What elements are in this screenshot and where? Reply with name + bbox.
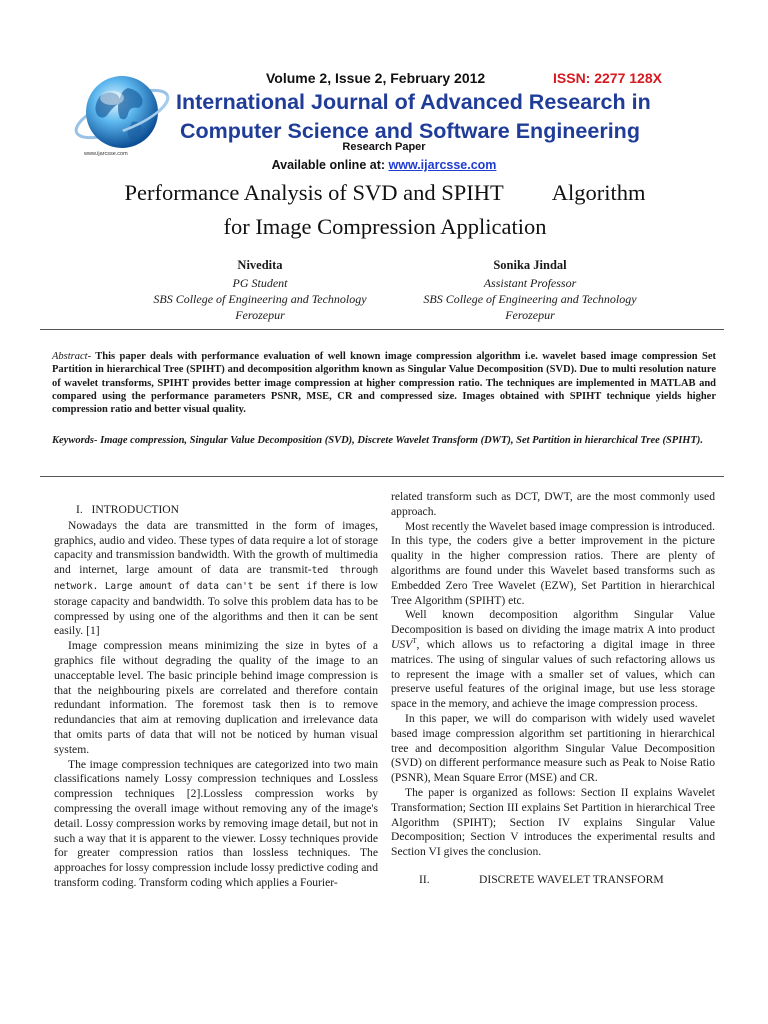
abstract-text: This paper deals with performance evaluation of well known image compression algorithm i.e. wavelet based image compression Set Partition in hierarchical Tree (SPIHT) and decomposition algorithm known as Singular Value Decomposition (SVD). Due to multi resolution nature of wavelet transforms, SPIHT provides better image compression at higher compression ratio. The techniques are implemented in MATLAB and compared using the performance parameters PSNR, MSE, CR and compressed size. Images obtained with SPIHT technique yields higher compression ratio and better visual quality. <box>52 351 716 416</box>
math-usv: USV <box>391 637 413 651</box>
section-number: I. <box>76 503 83 516</box>
paper-title-line-1b: Algorithm <box>551 180 646 205</box>
author-role: PG Student <box>232 276 288 290</box>
paragraph: related transform such as DCT, DWT, are the most commonly used approach. <box>391 490 715 518</box>
section-title: INTRODUCTION <box>91 503 180 516</box>
author-block-2 <box>380 257 680 323</box>
paragraph-text: , which allows us to refactoring a digital image in three matrices. The using of singular values of such refactoring allows us to represent the image with a smaller set of values, which can preserve useful features of the original image, but use less storage space in the memory, and achieve the image compression process. <box>391 637 715 711</box>
journal-title-line-1: International Journal of Advanced Research in <box>176 90 651 114</box>
journal-link[interactable]: www.ijarcsse.com <box>388 158 497 172</box>
logo-url: www.ijarcsse.com <box>84 151 128 157</box>
author-institution: SBS College of Engineering and Technology <box>423 292 637 306</box>
journal-title <box>176 88 696 146</box>
paragraph: In this paper, we will do comparison with widely used wavelet based image compression algorithm set partitioning in hierarchical tree and decomposition algorithm Singular Value Decomposition (SVD) on different performance measure such as Peak to Noise Ratio (PSNR), Mean Square Error (MSE) and CR. <box>391 711 715 785</box>
volume-issue: Volume 2, Issue 2, February 2012 <box>266 70 486 86</box>
math-superscript: T <box>412 637 417 646</box>
paragraph-text: Well known decomposition algorithm Singular Value Decomposition is based on dividing the image matrix A into product <box>391 608 715 637</box>
abstract-lead: Abstract- <box>52 351 92 362</box>
author-name: Nivedita <box>237 258 283 272</box>
paper-title <box>40 176 730 244</box>
author-institution: SBS College of Engineering and Technology <box>153 292 367 306</box>
author-city: Ferozepur <box>505 308 555 322</box>
author-city: Ferozepur <box>235 308 285 322</box>
header-divider <box>40 329 724 330</box>
paragraph <box>391 608 715 712</box>
available-label: Available online at: <box>271 158 389 172</box>
paper-type: Research Paper <box>342 141 426 153</box>
paragraph: Image compression means minimizing the size in bytes of a graphics file without degrading the quality of the image to an unacceptable level. The basic principle behind image compression is that the neighbouring pixels are correlated and therefore contain redundant information. The foremost task then is to remove redundancies that aim at removing duplication and irrelevance data that omits parts of data that will not be noticed by human visual system. <box>54 639 378 756</box>
paragraph-text: Nowadays the data are transmitted in the form of images, graphics, audio and video. These types of data require a lot of storage capacity and transmission bandwidth. With the growth of multimedia and internet, large amount of data are transmit- <box>54 518 378 577</box>
paragraph: The image compression techniques are categorized into two main classifications namely Lossy compression techniques and Lossless compression techniques [2].Lossless compression works by compressing the overall image without removing any of the image's detail. Lossy compression works by removing image detail, but not in such a way that it is apparent to the viewer. Lossy techniques provide for greater compression ratios than lossless techniques. The approaches for lossy compression include lossy predictive coding and transform coding. Transform coding which applies a Fourier- <box>54 757 378 889</box>
paragraph-text-mono: ted through network. Large amount of data can't be sent if <box>54 565 378 592</box>
section-number: II. <box>419 872 430 886</box>
author-name: Sonika Jindal <box>493 258 567 272</box>
available-online <box>0 158 768 172</box>
author-block-1 <box>110 257 410 323</box>
section-heading-introduction <box>54 503 378 518</box>
keywords: Keywords- Image compression, Singular Value Decomposition (SVD), Discrete Wavelet Transform (DWT), Set Partition in hierarchical Tree (SPIHT). <box>52 435 704 446</box>
left-column <box>54 503 378 891</box>
paper-title-line-2: for Image Compression Application <box>223 214 547 239</box>
right-column <box>391 490 715 889</box>
section-title: DISCRETE WAVELET TRANSFORM <box>479 872 664 886</box>
paragraph: Most recently the Wavelet based image compression is introduced. In this type, the coders give a better improvement in the picture quality in the higher compression ratios. There are plenty of algorithms are found under this Wavelet based transforms such as Embedded Zero Tree Wavelet (EZW), Set Partition in hierarchical Tree Algorithm (SPIHT) etc. <box>391 519 715 607</box>
paragraph: The paper is organized as follows: Section II explains Wavelet Transformation; Section III explains Set Partition in hierarchical Tree Algorithm (SPIHT); Section IV explains Singular Value Decomposition; Section V introduces the experimental results and Section VI gives the conclusion. <box>391 785 715 859</box>
section-heading-dwt <box>391 873 715 888</box>
abstract <box>52 350 716 416</box>
paragraph-text: there is low storage capacity and bandwidth. To solve this problem data has to be compressed by using one of the algorithms and then it can be sent easily. [1] <box>54 578 378 638</box>
author-role: Assistant Professor <box>483 276 577 290</box>
journal-title-line-2: Computer Science and Software Engineering <box>180 119 640 143</box>
paragraph <box>54 519 378 639</box>
paper-title-line-1a: Performance Analysis of SVD and SPIHT <box>124 180 504 205</box>
abstract-divider <box>40 476 724 477</box>
issn: ISSN: 2277 128X <box>553 70 662 86</box>
